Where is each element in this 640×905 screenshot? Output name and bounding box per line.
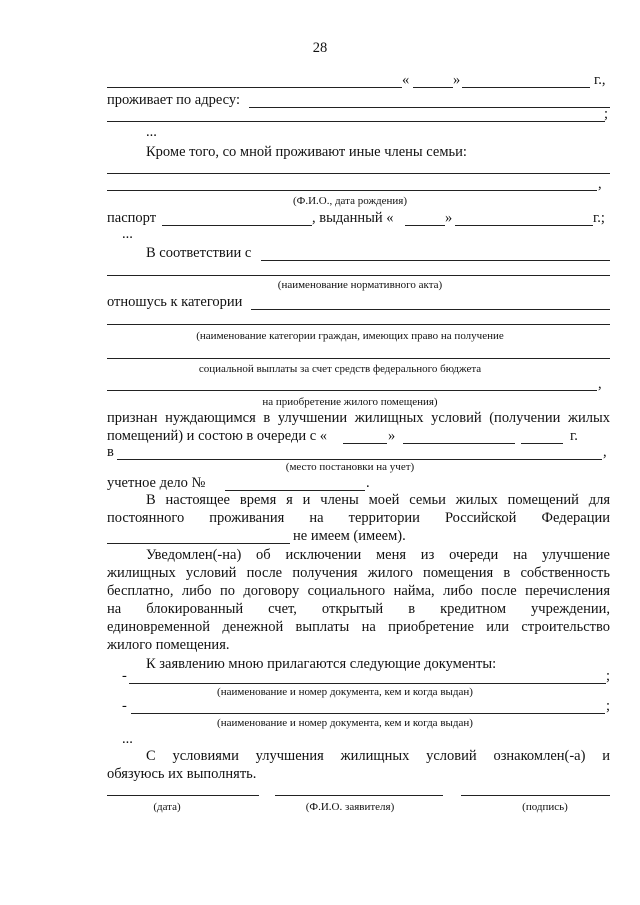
page-number: 28: [312, 40, 328, 56]
fio-caption: (Ф.И.О. заявителя): [305, 801, 395, 813]
fill-line: [251, 309, 610, 310]
fill-line: [405, 225, 445, 226]
notified-line-2: жилищных условий после получения жилого помещения в собственность: [107, 565, 610, 581]
fill-line: [107, 324, 610, 325]
comma: ,: [598, 376, 602, 392]
date-caption: (дата): [153, 801, 181, 813]
fill-line: [162, 225, 312, 226]
fill-line: [117, 459, 602, 460]
semicolon: ;: [606, 668, 611, 684]
ellipsis: ...: [146, 124, 157, 140]
case-dot: .: [366, 475, 370, 491]
notified-line-3: бесплатно, либо по договору социального найма, либо после перечисления: [107, 583, 610, 599]
fill-line: [261, 260, 610, 261]
category-caption: (наименование категории граждан, имеющих право на получение: [196, 330, 504, 342]
year-suffix: г.,: [594, 72, 606, 88]
present-line-1: В настоящее время я и члены моей семьи жилых помещений для: [146, 492, 610, 508]
date-line: [107, 795, 259, 796]
fill-line: [107, 275, 610, 276]
category-caption-2: социальной выплаты за счет средств федерального бюджета: [198, 363, 482, 375]
doc-dash: -: [122, 668, 127, 684]
year-suffix: г.;: [593, 210, 605, 226]
comma: ,: [603, 444, 607, 460]
semicolon: ;: [604, 106, 609, 122]
quote-close: »: [388, 428, 396, 444]
doc-caption: (наименование и номер документа, кем и когда выдан): [217, 717, 473, 729]
family-heading: Кроме того, со мной проживают иные члены семьи:: [146, 144, 467, 160]
fill-line: [107, 190, 597, 191]
signature-line: [461, 795, 610, 796]
quote-close: »: [445, 210, 453, 226]
quote-close: »: [453, 72, 461, 88]
passport-issued: , выданный «: [312, 210, 394, 226]
fill-line: [225, 490, 365, 491]
doc-caption: (наименование и номер документа, кем и когда выдан): [217, 686, 473, 698]
fill-line: [413, 87, 453, 88]
fill-line: [129, 683, 606, 684]
conditions-line-1: С условиями улучшения жилищных условий ознакомлен(-а) и: [146, 748, 610, 764]
present-line-3: не имеем (имеем).: [293, 528, 406, 544]
fill-line: [107, 390, 597, 391]
fill-line: [131, 713, 605, 714]
fill-line: [107, 543, 290, 544]
accordance-label: В соответствии с: [146, 245, 252, 261]
notified-line-6: жилого помещения.: [107, 637, 230, 653]
ellipsis: ...: [122, 731, 133, 747]
comma: ,: [598, 176, 602, 192]
docs-heading: К заявлению мною прилагаются следующие документы:: [146, 656, 497, 672]
fill-line: [107, 87, 402, 88]
passport-label: паспорт: [107, 210, 157, 226]
fill-line: [455, 225, 593, 226]
fill-line: [343, 443, 387, 444]
fio-caption: (Ф.И.О., дата рождения): [292, 195, 408, 207]
category-label: отношусь к категории: [107, 294, 243, 310]
doc-dash: -: [122, 698, 127, 714]
recognized-line-1: признан нуждающимся в улучшении жилищных условий (получении жилых: [107, 410, 610, 426]
quote-open: «: [402, 72, 410, 88]
in-label: в: [107, 444, 114, 460]
year-suffix: г.: [570, 428, 578, 444]
fill-line: [107, 358, 610, 359]
fill-line: [462, 87, 590, 88]
act-caption: (наименование нормативного акта): [277, 279, 443, 291]
category-caption-3: на приобретение жилого помещения): [262, 396, 438, 408]
fill-line: [107, 173, 610, 174]
semicolon: ;: [606, 698, 611, 714]
fill-line: [521, 443, 563, 444]
notified-line-5: единовременной денежной выплаты на приобретение или строительство: [107, 619, 610, 635]
ellipsis: ...: [122, 226, 133, 242]
signature-caption: (подпись): [522, 801, 568, 813]
fio-line: [275, 795, 443, 796]
recognized-line-2: помещений) и состою в очереди с «: [107, 428, 328, 444]
conditions-line-2: обязуюсь их выполнять.: [107, 766, 257, 782]
place-caption: (место постановки на учет): [285, 461, 415, 473]
fill-line: [107, 121, 605, 122]
fill-line: [249, 107, 610, 108]
notified-line-4: на блокированный счет, открытый в кредитном учреждении,: [107, 601, 610, 617]
case-label: учетное дело №: [107, 475, 206, 491]
fill-line: [403, 443, 515, 444]
notified-line-1: Уведомлен(-на) об исключении меня из очереди на улучшение: [146, 547, 610, 563]
present-line-2: постоянного проживания на территории Российской Федерации: [107, 510, 610, 526]
address-label: проживает по адресу:: [107, 92, 240, 108]
